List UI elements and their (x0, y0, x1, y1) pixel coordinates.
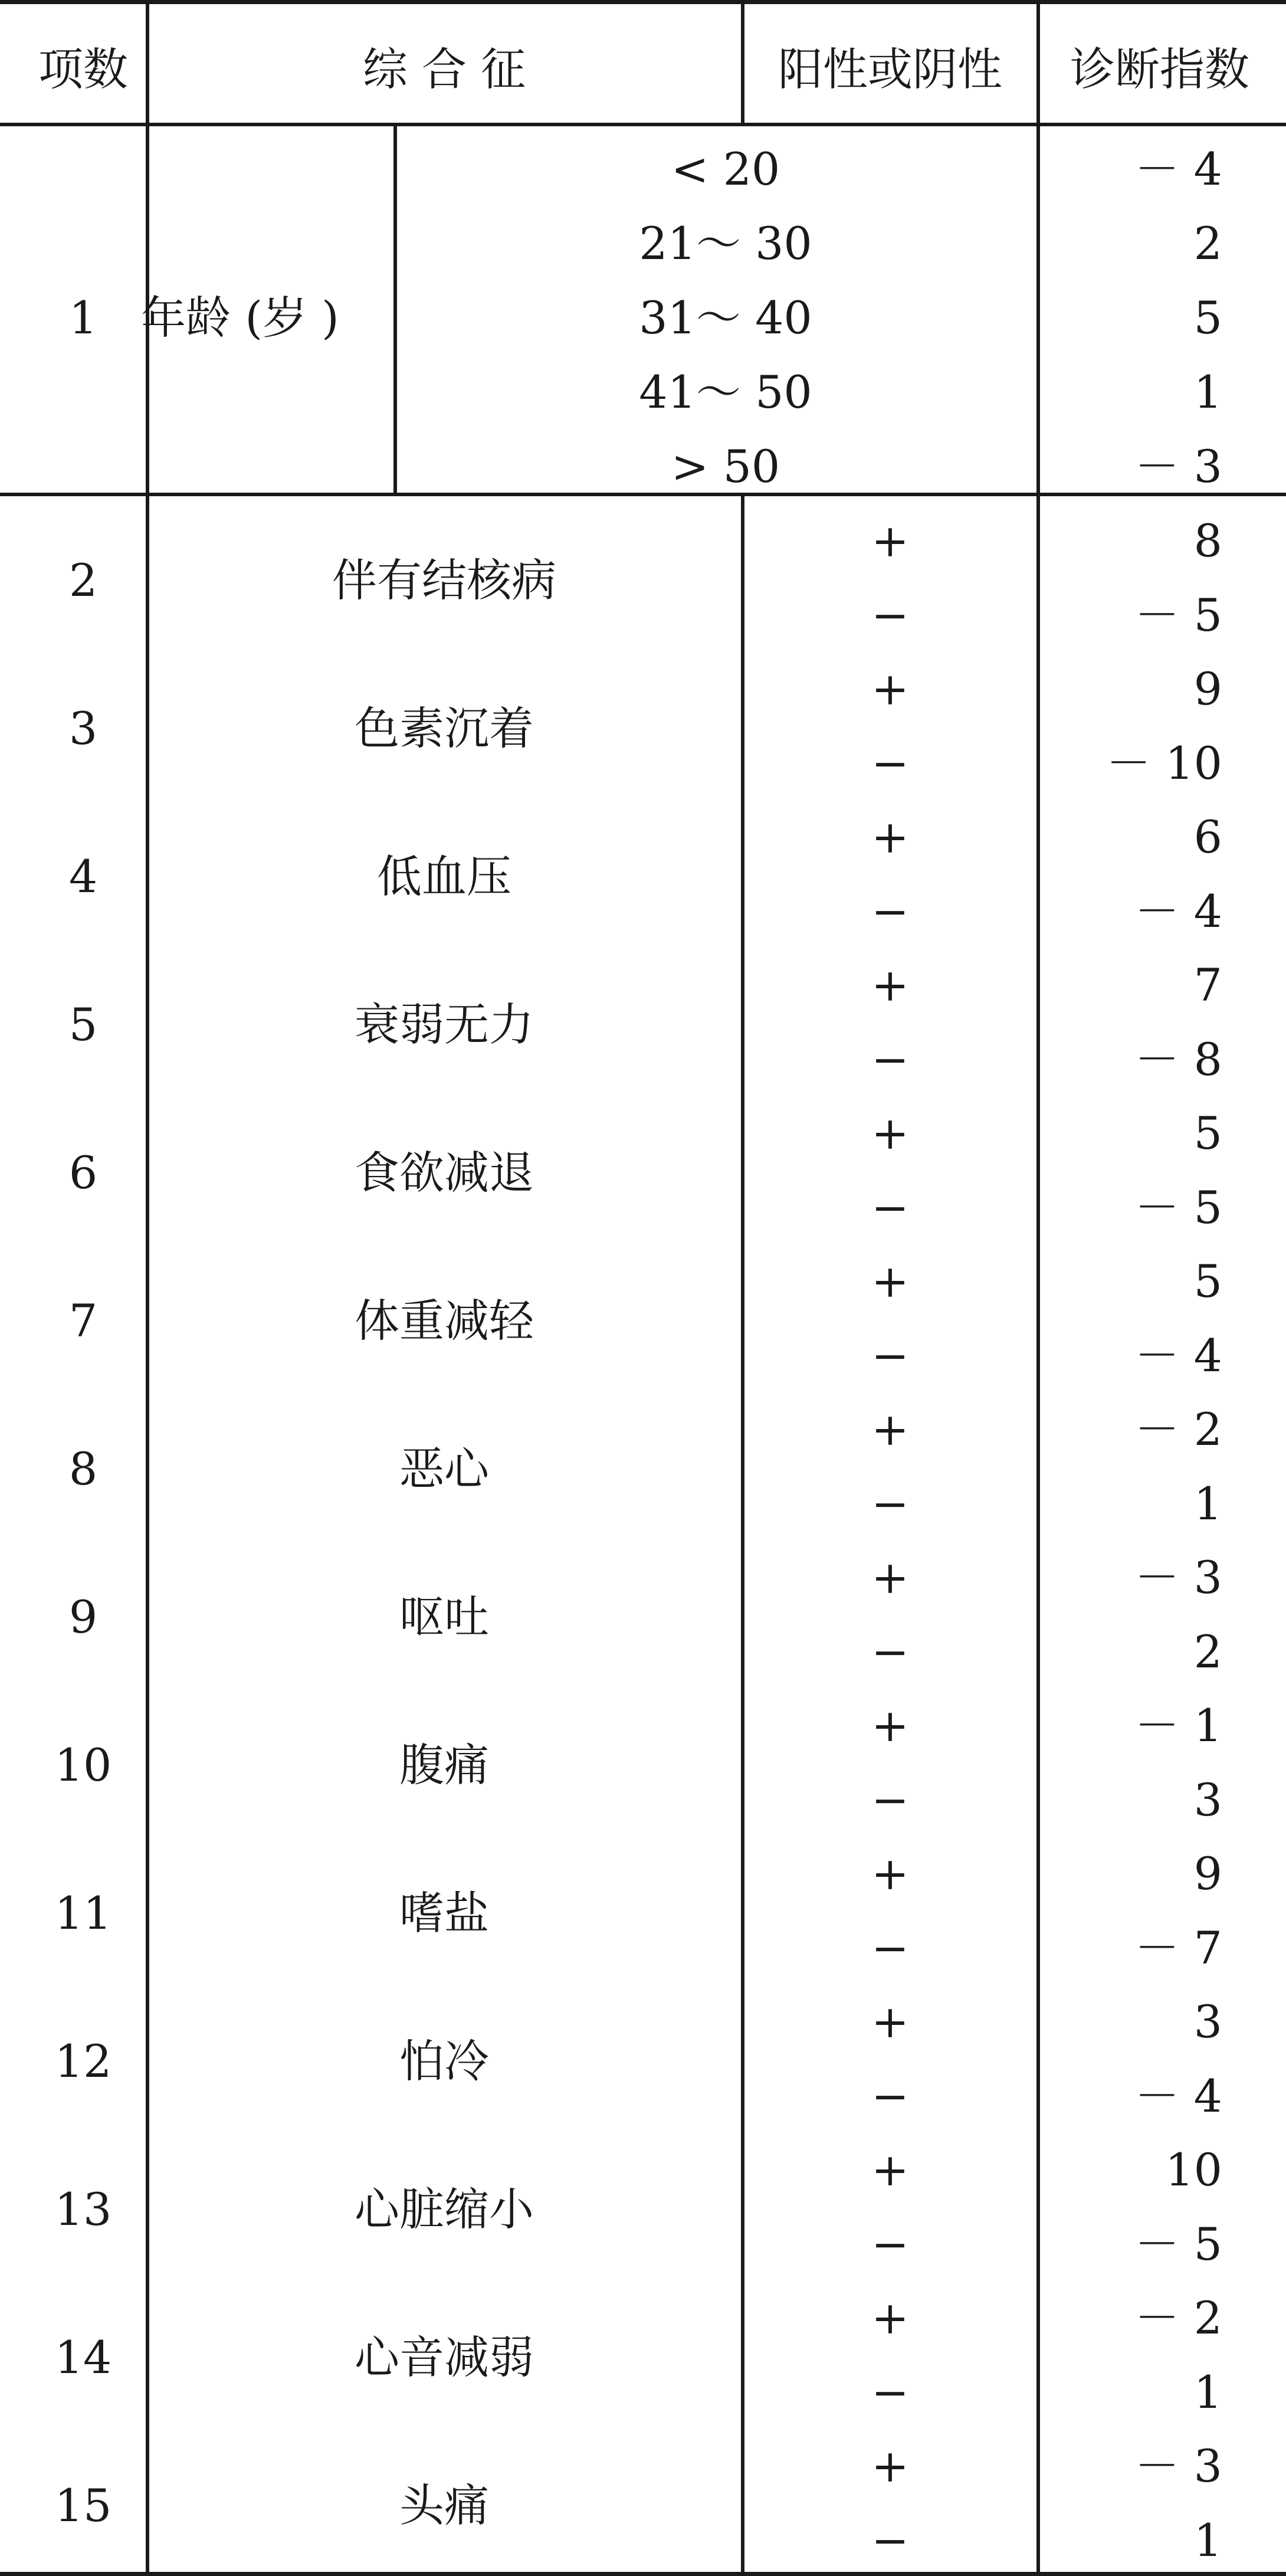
row-item-no: 9 (68, 1591, 98, 1643)
row-item-no: 10 (54, 1739, 112, 1791)
age-block-bottom-rule (0, 493, 1286, 496)
row-negative-index: 1 (1193, 1477, 1222, 1530)
row-syndrome-name: 心脏缩小 (355, 2183, 534, 2236)
age-range: 31～ 40 (639, 291, 812, 344)
row-item-no: 3 (68, 702, 98, 755)
row-negative-sign: − (871, 1329, 909, 1382)
row-positive-sign: + (871, 514, 909, 567)
age-range: > 50 (671, 440, 780, 493)
row-syndrome-name: 恶心 (399, 1443, 489, 1495)
row-negative-index: 1 (1193, 2514, 1222, 2567)
row-negative-index: － 10 (1106, 737, 1222, 789)
row-item-no: 5 (68, 998, 98, 1051)
row-positive-sign: + (871, 1107, 909, 1159)
header-index: 诊断指数 (1070, 43, 1249, 96)
age-range-index: 1 (1193, 366, 1222, 418)
row-negative-sign: − (871, 737, 909, 789)
age-range-index: 2 (1193, 217, 1222, 270)
row-positive-index: － 1 (1134, 1699, 1222, 1752)
row-negative-sign: − (871, 885, 909, 938)
row-negative-sign: − (871, 2514, 909, 2567)
row-item-no: 7 (68, 1294, 98, 1347)
row-negative-sign: − (871, 2070, 909, 2122)
row-positive-sign: + (871, 1551, 909, 1604)
row-negative-index: 2 (1193, 1625, 1222, 1678)
age-range: < 20 (671, 143, 780, 195)
row-positive-sign: + (871, 1699, 909, 1752)
row-positive-sign: + (871, 1255, 909, 1307)
row-positive-sign: + (871, 1995, 909, 2048)
row-negative-sign: − (871, 2218, 909, 2270)
header-item-no: 项数 (38, 43, 128, 96)
age-range-index: － 4 (1134, 143, 1222, 195)
row-positive-index: － 3 (1134, 2440, 1222, 2492)
row-syndrome-name: 嗜盐 (399, 1887, 489, 1939)
table-top-rule (0, 0, 1286, 4)
row-positive-sign: + (871, 663, 909, 715)
row-negative-sign: − (871, 2366, 909, 2418)
row-item-no: 2 (68, 554, 98, 607)
age-item-no: 1 (68, 291, 98, 344)
row-item-no: 15 (54, 2479, 112, 2532)
row-positive-sign: + (871, 2292, 909, 2344)
row-positive-index: 7 (1193, 959, 1222, 1011)
row-negative-index: 1 (1193, 2366, 1222, 2418)
row-syndrome-name: 体重减轻 (355, 1294, 534, 1347)
row-negative-index: － 8 (1134, 1033, 1222, 1086)
column-divider (146, 0, 149, 2576)
row-positive-index: 9 (1193, 663, 1222, 715)
row-positive-index: 3 (1193, 1995, 1222, 2048)
row-syndrome-name: 低血压 (377, 850, 511, 903)
row-syndrome-name: 食欲减退 (355, 1146, 534, 1199)
row-positive-sign: + (871, 1403, 909, 1456)
row-positive-index: 5 (1193, 1255, 1222, 1307)
row-syndrome-name: 伴有结核病 (332, 554, 556, 607)
row-item-no: 14 (54, 2331, 112, 2384)
row-item-no: 12 (54, 2035, 112, 2087)
row-negative-sign: − (871, 1477, 909, 1530)
age-range: 41～ 50 (639, 366, 812, 418)
row-syndrome-name: 怕冷 (399, 2035, 489, 2087)
row-negative-index: － 4 (1134, 885, 1222, 938)
row-positive-index: － 2 (1134, 2292, 1222, 2344)
row-positive-index: － 2 (1134, 1403, 1222, 1456)
age-range-index: － 3 (1134, 440, 1222, 493)
column-divider (741, 494, 744, 2576)
row-negative-sign: − (871, 1033, 909, 1086)
row-negative-index: － 7 (1134, 1922, 1222, 1974)
row-negative-index: － 5 (1134, 589, 1222, 641)
column-divider (393, 124, 397, 494)
row-negative-index: 3 (1193, 1774, 1222, 1826)
row-positive-sign: + (871, 1847, 909, 1900)
row-item-no: 6 (68, 1146, 98, 1199)
column-divider (1036, 0, 1040, 2576)
row-positive-sign: + (871, 811, 909, 863)
row-negative-sign: − (871, 1922, 909, 1974)
row-negative-sign: − (871, 1181, 909, 1234)
header-sign: 阳性或阴性 (778, 43, 1002, 96)
age-label: 年龄 (岁 ) (141, 291, 339, 344)
row-syndrome-name: 衰弱无力 (355, 998, 534, 1051)
column-divider (741, 0, 744, 124)
row-negative-sign: − (871, 1625, 909, 1678)
row-negative-index: － 5 (1134, 2218, 1222, 2270)
row-positive-index: 8 (1193, 514, 1222, 567)
row-negative-index: － 4 (1134, 1329, 1222, 1382)
row-negative-index: － 5 (1134, 1181, 1222, 1234)
row-positive-sign: + (871, 959, 909, 1011)
row-item-no: 4 (68, 850, 98, 903)
age-range: 21～ 30 (639, 217, 812, 270)
row-negative-sign: − (871, 1774, 909, 1826)
row-item-no: 11 (54, 1887, 112, 1939)
row-positive-index: － 3 (1134, 1551, 1222, 1604)
row-positive-sign: + (871, 2144, 909, 2196)
row-item-no: 13 (54, 2183, 112, 2236)
row-syndrome-name: 色素沉着 (355, 702, 534, 755)
row-positive-index: 5 (1193, 1107, 1222, 1159)
header-syndrome: 综 合 征 (362, 43, 526, 96)
row-syndrome-name: 心音减弱 (355, 2331, 534, 2384)
age-range-index: 5 (1193, 291, 1222, 344)
row-negative-index: － 4 (1134, 2070, 1222, 2122)
row-negative-sign: − (871, 589, 909, 641)
row-positive-index: 6 (1193, 811, 1222, 863)
row-syndrome-name: 腹痛 (399, 1739, 489, 1791)
row-positive-index: 10 (1165, 2144, 1222, 2196)
header-bottom-rule (0, 123, 1286, 126)
row-syndrome-name: 头痛 (399, 2479, 489, 2532)
row-positive-index: 9 (1193, 1847, 1222, 1900)
row-syndrome-name: 呕吐 (399, 1591, 489, 1643)
row-positive-sign: + (871, 2440, 909, 2492)
row-item-no: 8 (68, 1443, 98, 1495)
table-bottom-rule (0, 2572, 1286, 2576)
